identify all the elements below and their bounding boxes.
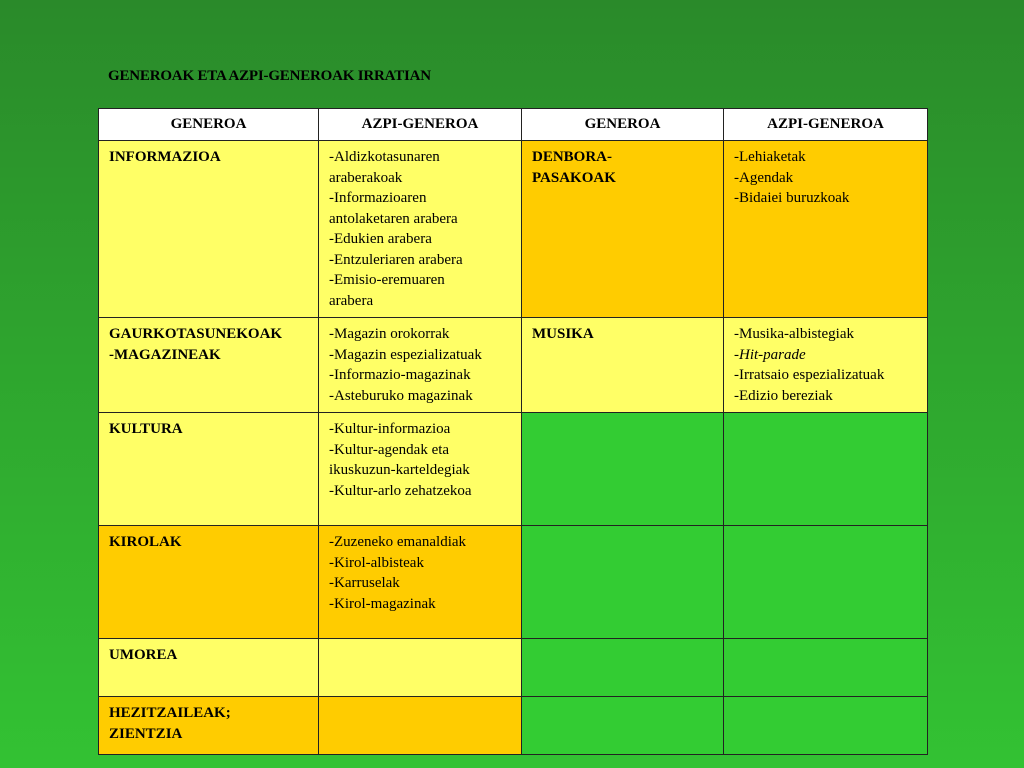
cell-line: HEZITZAILEAK; [109, 705, 231, 721]
cell-line: -Informazioaren [329, 190, 427, 206]
cell-line: -Musika-albistegiak [734, 326, 854, 342]
cell-line: -Bidaiei buruzkoak [734, 190, 850, 206]
genre-cell-umorea [99, 639, 319, 697]
cell-line: -Agendak [734, 169, 794, 186]
header-genre-1: GENEROA [99, 109, 319, 141]
cell-line: -Karruselak [329, 575, 400, 591]
subgenre-cell-denbora-pasakoak [724, 141, 928, 318]
cell-line: -Entzuleriaren arabera [329, 251, 463, 268]
cell-line: KIROLAK [109, 534, 182, 550]
cell-line: ikuskuzun-karteldegiak [329, 462, 470, 478]
header-genre-2: GENEROA [522, 109, 724, 141]
cell-line: KULTURA [109, 421, 183, 437]
genre-cell-kirolak [99, 526, 319, 639]
subgenre-cell-gaurkotasunekoak [319, 318, 522, 413]
cell-line: -Edizio bereziak [734, 387, 833, 404]
table-row [99, 697, 928, 755]
subgenre-cell-informazioa [319, 141, 522, 318]
cell-line: -Edukien arabera [329, 231, 432, 247]
cell-line: -Hit-parade [734, 346, 806, 363]
cell-line: INFORMAZIOA [109, 149, 221, 165]
subgenre-cell-musika [724, 318, 928, 413]
empty-cell [522, 413, 724, 526]
cell-line: -Kultur-arlo zehatzekoa [329, 482, 472, 499]
header-subgenre-1: AZPI-GENEROA [319, 109, 522, 141]
empty-cell [319, 639, 522, 697]
table-row [99, 141, 928, 318]
subgenre-cell-kirolak [319, 526, 522, 639]
cell-line: araberakoak [329, 169, 403, 186]
cell-line: -Irratsaio espezializatuak [734, 367, 885, 383]
cell-line: MUSIKA [532, 326, 594, 342]
empty-cell [724, 697, 928, 755]
genre-cell-gaurkotasunekoak [99, 318, 319, 413]
cell-line: -Kultur-agendak eta [329, 441, 450, 458]
cell-line: -Magazin espezializatuak [329, 346, 482, 363]
cell-line: antolaketaren arabera [329, 210, 458, 227]
table-row [99, 639, 928, 697]
genre-cell-hezitzaileak [99, 697, 319, 755]
cell-line: GAURKOTASUNEKOAK [109, 326, 283, 342]
genres-table [98, 108, 928, 755]
cell-line: PASAKOAK [532, 169, 616, 186]
empty-cell [724, 526, 928, 639]
cell-line: -Emisio-eremuaren [329, 272, 445, 288]
table-row [99, 413, 928, 526]
genre-cell-musika [522, 318, 724, 413]
cell-line: -Lehiaketak [734, 149, 806, 165]
subgenre-cell-kultura [319, 413, 522, 526]
table-row [99, 526, 928, 639]
cell-line: -Aldizkotasunaren [329, 149, 440, 165]
cell-line: DENBORA- [532, 149, 613, 165]
empty-cell [724, 413, 928, 526]
cell-line: -Magazin orokorrak [329, 326, 450, 342]
genre-cell-kultura [99, 413, 319, 526]
cell-line: -Informazio-magazinak [329, 367, 471, 383]
cell-line: ZIENTZIA [109, 725, 183, 742]
cell-line: -Kirol-albisteak [329, 554, 424, 571]
table-row [99, 318, 928, 413]
cell-line: UMOREA [109, 647, 178, 663]
empty-cell [522, 526, 724, 639]
cell-line: -Zuzeneko emanaldiak [329, 534, 467, 550]
empty-cell [522, 639, 724, 697]
empty-cell [724, 639, 928, 697]
table-header-row [99, 109, 928, 141]
slide-title: GENEROAK ETA AZPI-GENEROAK IRRATIAN [108, 68, 431, 84]
cell-line: -Asteburuko magazinak [329, 387, 473, 404]
cell-line: -MAGAZINEAK [109, 346, 221, 363]
empty-cell [522, 697, 724, 755]
genre-cell-denbora-pasakoak [522, 141, 724, 318]
genre-cell-informazioa [99, 141, 319, 318]
cell-line: -Kultur-informazioa [329, 421, 451, 437]
cell-line: arabera [329, 292, 374, 309]
empty-cell [319, 697, 522, 755]
cell-line: -Kirol-magazinak [329, 595, 436, 612]
header-subgenre-2: AZPI-GENEROA [724, 109, 928, 141]
